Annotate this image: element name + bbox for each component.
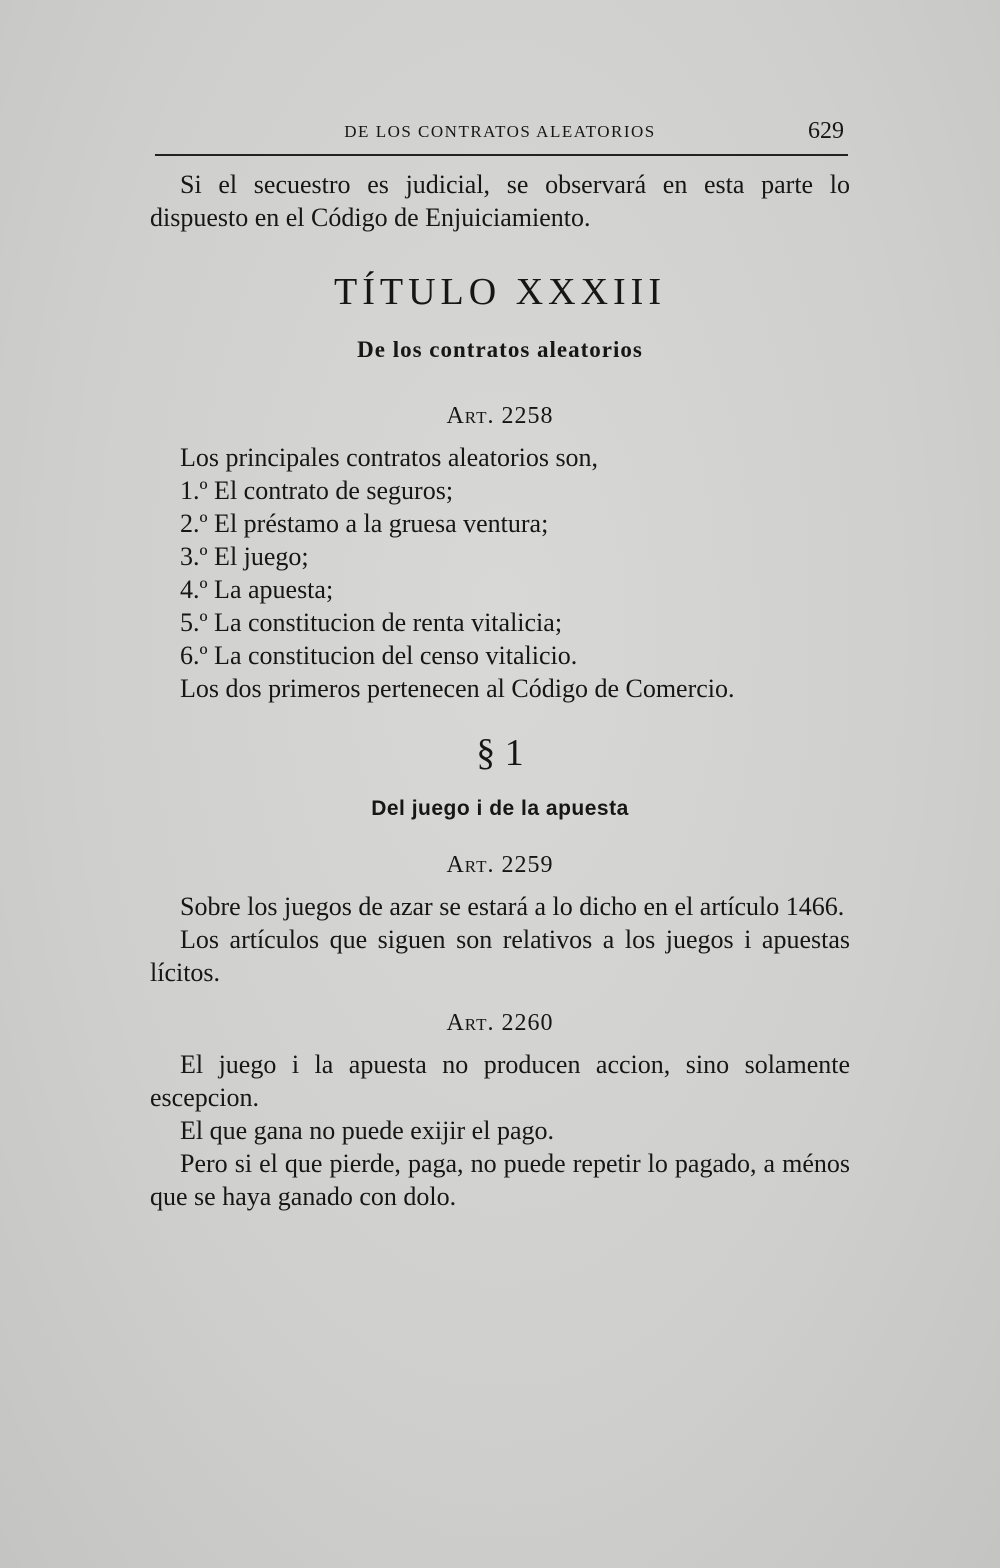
article-heading-2260 [150, 1007, 850, 1040]
article-2258-closing: Los dos primeros pertenecen al Código de Comercio. [180, 674, 735, 703]
list-item: 4.º La apuesta; [180, 575, 334, 604]
article-2258-list [150, 474, 850, 672]
page-number: 629 [808, 118, 844, 144]
article-label: Art. [446, 1010, 495, 1036]
article-label: Art. [446, 403, 495, 429]
list-item: 3.º El juego; [180, 542, 309, 571]
section-symbol: § 1 [476, 732, 524, 774]
list-item: 6.º La constitucion del censo vitalicio. [180, 641, 578, 670]
article-2260-paragraph: El que gana no puede exijir el pago. [180, 1116, 554, 1145]
intro-paragraph: Si el secuestro es judicial, se observará en esta parte lo dispuesto en el Código de Enjuiciamiento. [150, 170, 850, 232]
list-item: 5.º La constitucion de renta vitalicia; [180, 608, 563, 637]
page-body [150, 168, 850, 1213]
page-header [150, 118, 850, 152]
article-number: 2259 [501, 852, 554, 878]
article-heading-2259 [150, 849, 850, 882]
article-heading-2258 [150, 400, 850, 433]
article-number: 2260 [501, 1010, 554, 1036]
article-2258-lead: Los principales contratos aleatorios son, [180, 443, 599, 472]
article-2259-paragraph: Sobre los juegos de azar se estará a lo dicho en el artículo 1466. [180, 892, 845, 921]
list-item: 1.º El contrato de seguros; [180, 476, 454, 505]
article-2260-paragraph: Pero si el que pierde, paga, no puede repetir lo pagado, a ménos que se haya ganado con dolo. [150, 1149, 850, 1211]
title-heading: TÍTULO XXXIII [334, 271, 666, 313]
header-rule [155, 154, 848, 156]
section-title: Del juego i de la apuesta [371, 797, 629, 820]
running-title: DE LOS CONTRATOS ALEATORIOS [344, 122, 656, 141]
list-item: 2.º El préstamo a la gruesa ventura; [180, 509, 549, 538]
article-2259-paragraph: Los artículos que siguen son relativos a los juegos i apuestas lícitos. [150, 925, 850, 987]
article-2260-paragraph: El juego i la apuesta no producen accion, sino solamente escepcion. [150, 1050, 850, 1112]
article-number: 2258 [501, 403, 554, 429]
title-subheading: De los contratos aleatorios [357, 337, 643, 362]
article-label: Art. [446, 852, 495, 878]
